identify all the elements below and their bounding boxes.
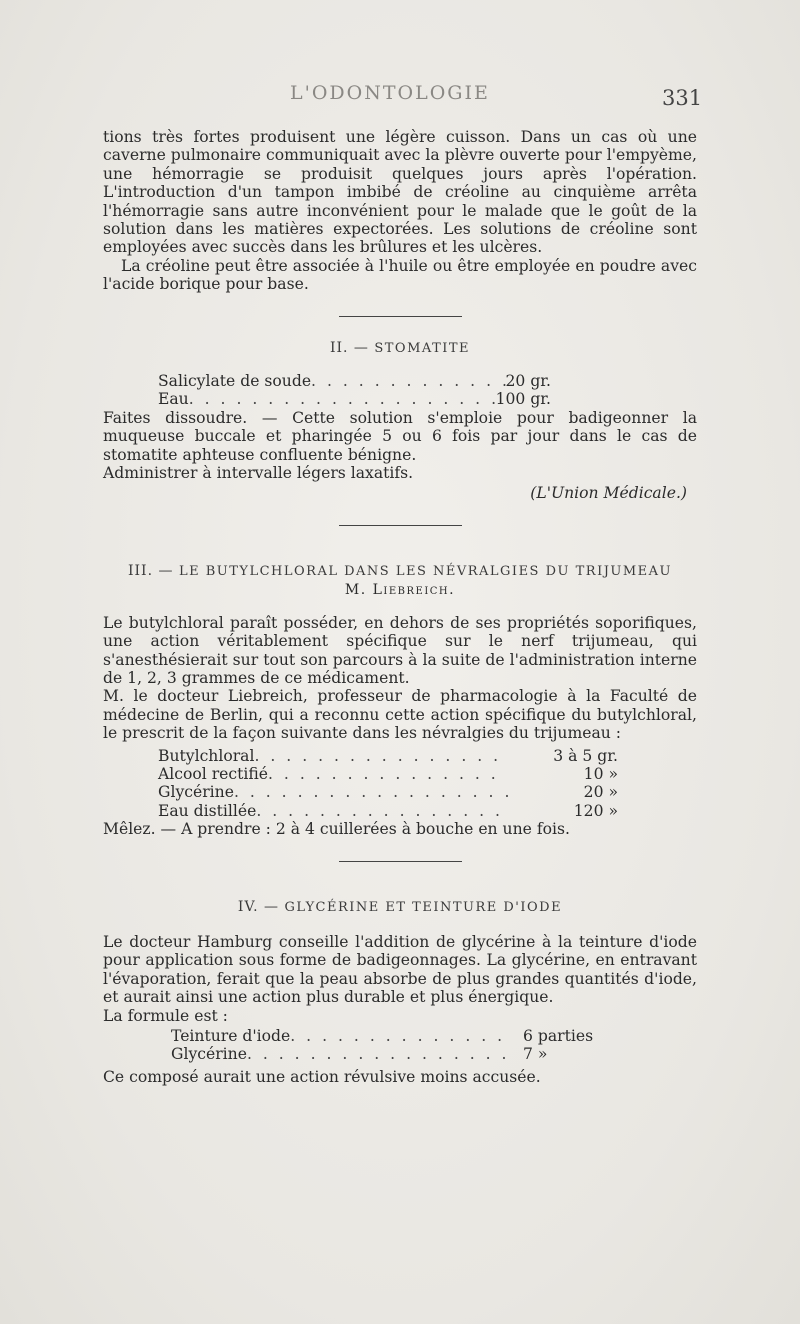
ingredient-name: Eau distillée	[158, 801, 257, 820]
section-title: STOMATITE	[374, 340, 471, 356]
ingredient-name: Glycérine	[158, 783, 234, 802]
ingredient-name: Alcool rectifié	[158, 764, 269, 783]
page-number: 331	[662, 86, 703, 110]
ingredient-name: Butylchloral	[158, 746, 255, 765]
ingredient-quantity: 10 »	[583, 764, 618, 783]
leader-dots	[254, 747, 508, 765]
formula-block	[103, 372, 551, 409]
section-author: M. Liebreich.	[344, 582, 456, 599]
page-header	[0, 80, 800, 110]
formula-row	[158, 747, 618, 765]
ingredient-quantity: 120 »	[573, 801, 618, 820]
section-divider	[339, 316, 462, 317]
ingredient-quantity: 20 »	[583, 783, 618, 802]
leader-dots	[189, 390, 496, 408]
body-paragraph: M. le docteur Liebreich, professeur de pharmacologie à la Faculté de médecine de Berlin, qui a reconnu cette action spécifique du butylchloral, le prescrit de la façon suivante dans les névralgies du trijumeau :	[103, 687, 697, 743]
body-paragraph: Administrer à intervalle légers laxatifs.	[103, 464, 414, 483]
page-body	[103, 128, 697, 1086]
section-heading	[103, 339, 697, 358]
body-paragraph: Faites dissoudre. — Cette solution s'emploie pour badigeonner la muqueuse buccale et pharingée 5 ou 6 fois par jour dans le cas de stomatite aphteuse confluente bénigne.	[103, 408, 697, 464]
body-paragraph: Mêlez. — A prendre : 2 à 4 cuillerées à bouche en une fois.	[103, 820, 570, 839]
formula-row	[158, 765, 618, 783]
section-heading	[103, 898, 697, 917]
formula-block	[103, 1027, 613, 1064]
section-number: II. —	[329, 339, 369, 356]
ingredient-quantity: 7 »	[523, 1045, 548, 1064]
leader-dots	[311, 372, 505, 390]
ingredient-name: Salicylate de soude	[158, 372, 312, 391]
leader-dots	[268, 765, 508, 783]
leader-dots	[256, 802, 508, 820]
leader-dots	[290, 1027, 511, 1045]
body-paragraph: Ce composé aurait une action révulsive moins accusée.	[103, 1067, 541, 1086]
formula-row	[158, 372, 551, 390]
formula-row	[158, 802, 618, 820]
section-heading	[103, 562, 697, 581]
leader-dots	[247, 1045, 511, 1063]
body-paragraph: Le docteur Hamburg conseille l'addition de glycérine à la teinture d'iode pour application sous forme de badigeonnages. La glycérine, en entravant l'évaporation, ferait que la peau absorbe de plus grandes quantités d'iode, et aurait ainsi une action plus durable et plus énergique.	[103, 932, 697, 1007]
formula-row	[171, 1045, 613, 1063]
ingredient-quantity: 3 à 5 gr.	[553, 746, 618, 765]
section-title: GLYCÉRINE ET TEINTURE D'IODE	[284, 899, 563, 915]
body-paragraph: La formule est :	[103, 1006, 228, 1025]
section-divider	[339, 861, 462, 862]
section-number: III. —	[127, 562, 174, 579]
formula-block	[103, 747, 618, 821]
source-citation: (L'Union Médicale.)	[530, 484, 687, 503]
body-paragraph: Le butylchloral paraît posséder, en dehors de ses propriétés soporifiques, une action véritablement spécifique sur le nerf trijumeau, qui s'anesthésierait sur tout son parcours à la suite de l'administration interne de 1, 2, 3 grammes de ce médicament.	[103, 613, 697, 687]
section-title: LE BUTYLCHLORAL DANS LES NÉVRALGIES DU TRIJUMEAU	[178, 563, 673, 579]
leader-dots	[234, 783, 508, 801]
ingredient-quantity: 20 gr.	[505, 372, 551, 391]
body-paragraph: La créoline peut être associée à l'huile ou être employée en poudre avec l'acide borique pour base.	[103, 256, 697, 294]
formula-row	[158, 783, 618, 801]
section-number: IV. —	[237, 898, 280, 915]
formula-row	[171, 1027, 613, 1045]
section-divider	[339, 525, 462, 526]
running-title: L'ODONTOLOGIE	[290, 82, 490, 104]
formula-row	[158, 390, 551, 408]
ingredient-name: Glycérine	[171, 1045, 247, 1064]
body-paragraph: tions très fortes produisent une légère cuisson. Dans un cas où une caverne pulmonaire communiquait avec la plèvre ouverte pour l'empyème, une hémorragie se produisit quelques jours après l'opération. L'introduction d'un tampon imbibé de créoline au cinquième arrêta l'hémorragie sans autre inconvénient pour le malade que le goût de la solution dans les matières expectorées. Les solutions de créoline sont employées avec succès dans les brûlures et les ulcères.	[103, 128, 697, 257]
ingredient-quantity: 6 parties	[523, 1026, 594, 1045]
ingredient-name: Teinture d'iode	[171, 1026, 291, 1045]
ingredient-quantity: 100 gr.	[495, 390, 551, 409]
ingredient-name: Eau	[158, 390, 189, 409]
